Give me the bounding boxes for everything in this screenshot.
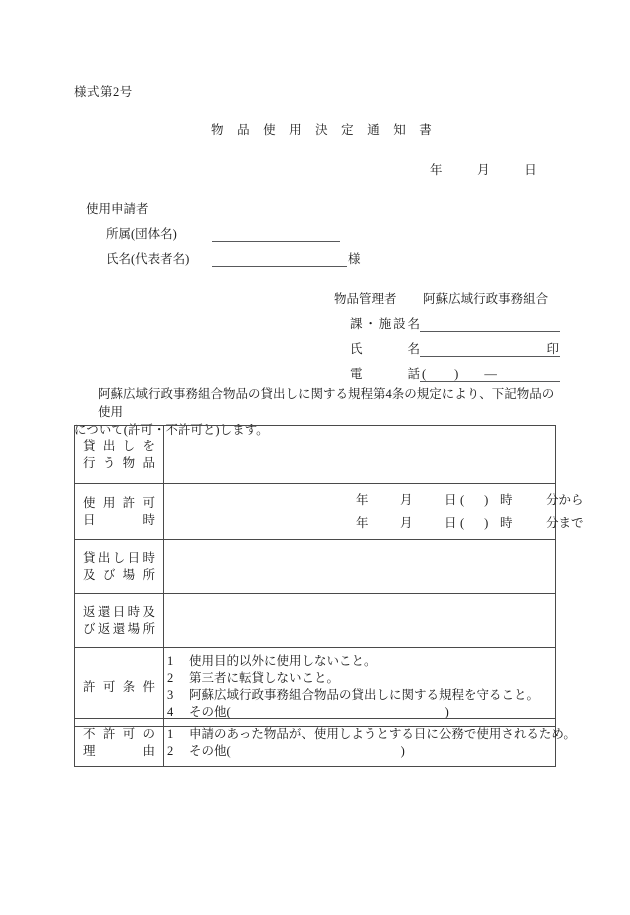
from-minute-label: 分から [546,492,584,507]
to-hour-label: 時 [500,515,513,530]
list-item [164,726,576,743]
manager-tel-input[interactable] [420,368,560,382]
body-paragraph-line2: について(許可・不許可と)します。 [74,423,269,437]
manager-department-input[interactable] [420,318,560,332]
row-label-permit-conditions [75,648,164,727]
manager-department-label: 課・施設名 [350,317,420,331]
row-label-item [75,426,164,484]
manager-block [334,289,560,382]
permit-datetime-from [164,486,584,515]
table-row-lend-datetime-place [75,540,556,594]
row-value-item[interactable] [164,426,556,484]
manager-heading-label: 物品管理者 [334,292,397,306]
date-day-label: 日 [524,163,537,177]
tel-paren-close: ) [454,367,459,381]
from-month-label: 月 [400,492,413,507]
manager-name-label: 氏 名 [350,342,420,356]
row-value-deny-reason [164,719,576,767]
manager-tel-row [334,364,560,382]
condition-number: 3 [167,688,174,702]
applicant-block [86,199,361,267]
list-item [164,670,555,687]
manager-organization: 阿蘇広域行政事務組合 [423,292,549,306]
document-date-line [430,160,537,178]
list-item [164,687,555,704]
row-value-return-datetime-place[interactable] [164,594,556,648]
condition-text: 使用目的以外に使用しないこと。 [189,654,377,668]
form-number: 様式第2号 [74,85,133,99]
condition-number: 2 [167,671,174,685]
row-value-item-text [164,450,555,460]
condition-text-other: その他( [189,705,231,719]
condition-other-close: ) [444,705,449,719]
to-weekday-paren: ( ) [460,515,489,530]
permit-datetime-to [164,515,584,538]
date-month-label: 月 [477,163,490,177]
row-label-permit-datetime [75,484,164,540]
date-year-label: 年 [430,163,443,177]
applicant-affiliation-input[interactable] [212,228,340,242]
from-year-label: 年 [356,492,369,507]
condition-text: 阿蘇広域行政事務組合物品の貸出しに関する規程を守ること。 [189,688,540,702]
applicant-affiliation-label: 所属(団体名) [106,227,177,241]
from-weekday-paren: ( ) [460,492,489,507]
row-label-return-line2: び返還場所 [83,621,155,636]
from-hour-label: 時 [500,492,513,507]
row-label-deny-line2: 理 由 [83,743,155,758]
condition-text: 第三者に転貸しないこと。 [189,671,340,685]
table-row-return-datetime-place [75,594,556,648]
manager-name-input[interactable] [420,343,560,357]
table-row-item [75,426,556,484]
deny-reasons-list [164,721,576,765]
row-value-lend-text [164,562,555,572]
manager-name-row [334,339,560,357]
deny-reason-table [74,718,576,767]
row-label-permit-conditions-text: 許可条件 [83,679,155,694]
condition-number: 4 [167,705,174,719]
condition-number: 1 [167,654,174,668]
applicant-heading: 使用申請者 [86,202,149,216]
main-form-table [74,425,584,727]
list-item-other[interactable] [164,743,555,760]
row-label-deny-reason [75,719,164,767]
table-row-permit-conditions [75,648,556,727]
row-label-return-line1: 返還日時及 [83,604,155,619]
row-value-lend-datetime-place[interactable] [164,540,556,594]
manager-heading-row [334,289,560,307]
reason-number: 1 [167,726,174,741]
list-item [164,653,555,670]
tel-paren-open: ( [422,367,427,381]
reason-text: 申請のあった物品が、使用しようとする日に公務で使用されるため。 [189,726,576,741]
reason-other-input[interactable] [231,743,401,760]
row-label-deny-line1: 不許可の [83,726,155,741]
table-row-permit-datetime [75,484,556,540]
to-year-label: 年 [356,515,369,530]
reason-number: 2 [167,743,174,758]
to-month-label: 月 [400,515,413,530]
row-value-permit-datetime[interactable] [164,484,584,540]
row-label-permit-datetime-line2: 日 時 [83,512,155,527]
tel-dash: — [484,367,497,381]
table-row-deny-reason [75,719,556,767]
applicant-name-suffix: 様 [348,252,361,266]
row-label-return-datetime-place [75,594,164,648]
seal-mark: 印 [546,341,559,356]
row-label-lend-datetime-place [75,540,164,594]
body-paragraph-line1: 阿蘇広域行政事務組合物品の貸出しに関する規程第4条の規定により、下記物品の使用 [98,387,555,419]
manager-department-row [334,314,560,332]
applicant-name-label: 氏名(代表者名) [106,252,190,266]
row-label-permit-datetime-line1: 使用許可 [83,495,155,510]
row-label-item-line1: 貸出しを [83,438,155,453]
reason-other-close: ) [400,743,405,758]
row-value-return-text [164,616,555,626]
applicant-name-input[interactable] [212,253,347,267]
row-value-permit-conditions [164,648,556,727]
permit-conditions-list [164,648,555,726]
to-minute-label: 分まで [546,515,584,530]
row-label-lend-line1: 貸出し日時 [83,550,155,565]
from-day-label: 日 [444,492,457,507]
row-label-lend-line2: 及び場所 [83,567,155,582]
manager-tel-label: 電 話 [350,367,420,381]
reason-text-other: その他( [189,743,231,758]
applicant-name-row [86,249,361,267]
row-label-item-line2: 行う物品 [83,455,155,470]
to-day-label: 日 [444,515,457,530]
applicant-affiliation-row [86,224,361,242]
document-title: 物 品 使 用 決 定 通 知 書 [211,123,437,137]
